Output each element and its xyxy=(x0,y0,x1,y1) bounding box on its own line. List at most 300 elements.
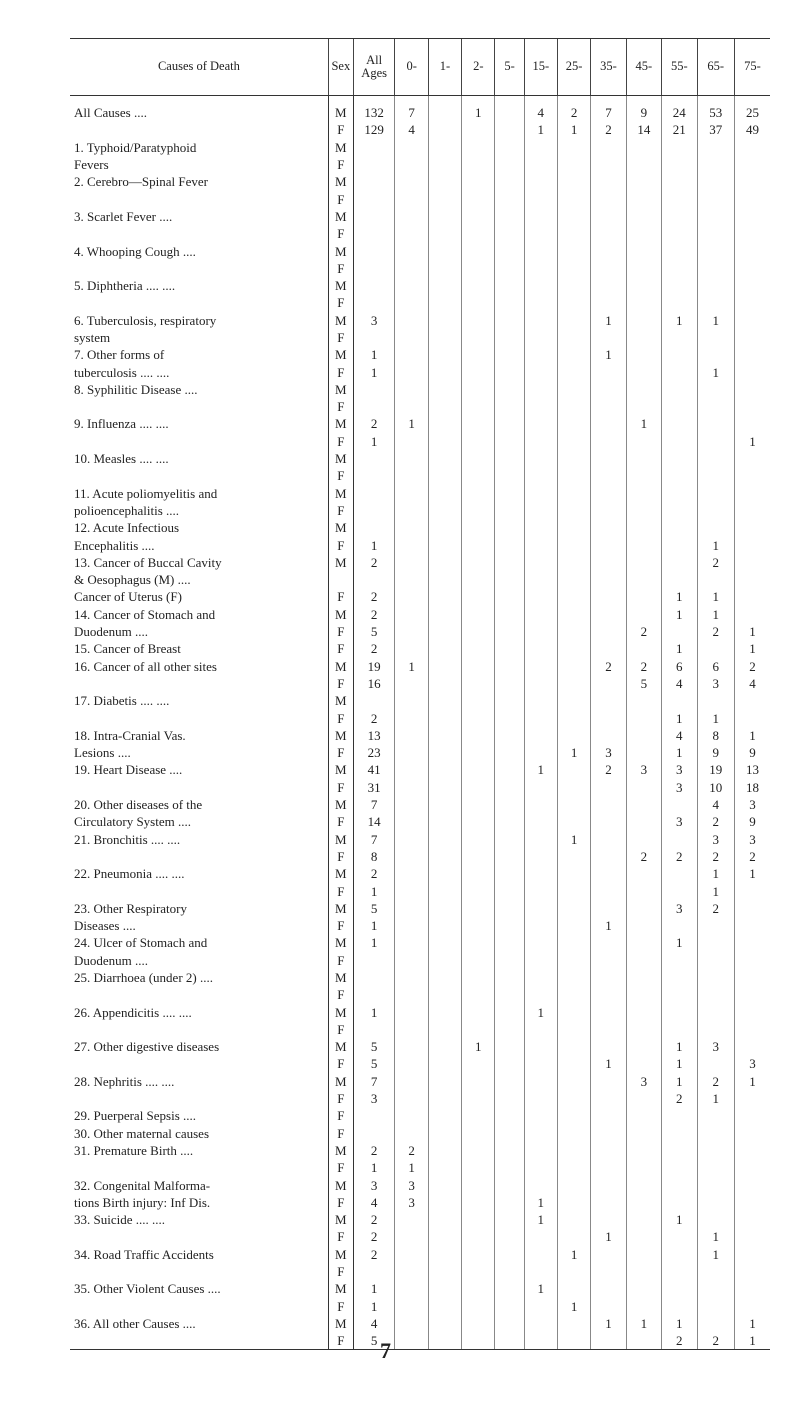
age-group-cell xyxy=(395,1003,428,1020)
age-group-cell xyxy=(495,709,524,726)
age-group-cell xyxy=(395,1315,428,1332)
age-group-cell xyxy=(495,450,524,467)
age-group-cell xyxy=(495,848,524,865)
age-group-cell xyxy=(626,519,661,536)
age-group-cell xyxy=(591,813,626,830)
age-group-cell xyxy=(495,277,524,294)
age-group-cell xyxy=(395,761,428,778)
age-group-cell xyxy=(395,173,428,190)
sex-cell: F xyxy=(328,779,353,796)
age-group-cell xyxy=(626,917,661,934)
age-group-cell xyxy=(735,294,771,311)
all-ages-cell: 2 xyxy=(353,709,395,726)
age-group-cell xyxy=(524,502,557,519)
age-group-cell xyxy=(557,934,590,951)
age-group-cell xyxy=(462,156,495,173)
sex-cell: M xyxy=(328,1176,353,1193)
age-group-cell xyxy=(395,830,428,847)
age-group-cell xyxy=(626,865,661,882)
all-ages-cell xyxy=(353,1021,395,1038)
age-group-cell: 2 xyxy=(662,1090,697,1107)
age-group-cell: 2 xyxy=(626,623,661,640)
age-group-cell: 2 xyxy=(662,848,697,865)
sex-cell: F xyxy=(328,467,353,484)
age-group-cell xyxy=(495,1003,524,1020)
age-group-cell xyxy=(591,986,626,1003)
all-ages-cell: 5 xyxy=(353,1332,395,1350)
age-group-cell xyxy=(626,346,661,363)
table-row xyxy=(70,433,770,450)
age-group-cell xyxy=(524,830,557,847)
age-group-cell xyxy=(626,1211,661,1228)
age-group-cell xyxy=(662,1228,697,1245)
all-ages-cell xyxy=(353,986,395,1003)
age-group-cell xyxy=(591,1176,626,1193)
age-group-cell: 1 xyxy=(557,1297,590,1314)
age-group-cell xyxy=(524,208,557,225)
age-group-cell: 1 xyxy=(462,1038,495,1055)
sex-cell: F xyxy=(328,1055,353,1072)
all-ages-cell: 2 xyxy=(353,415,395,432)
age-group-cell xyxy=(626,1332,661,1350)
age-group-cell xyxy=(395,640,428,657)
age-group-cell xyxy=(735,139,771,156)
sex-cell: M xyxy=(328,554,353,571)
age-group-cell xyxy=(626,173,661,190)
all-ages-cell xyxy=(353,952,395,969)
column-header-4: 1- xyxy=(428,39,461,96)
age-group-cell xyxy=(395,381,428,398)
table-row xyxy=(70,744,770,761)
age-group-cell xyxy=(626,1003,661,1020)
age-group-cell xyxy=(395,1297,428,1314)
all-ages-cell: 1 xyxy=(353,433,395,450)
table-row xyxy=(70,450,770,467)
age-group-cell xyxy=(735,1003,771,1020)
age-group-cell xyxy=(735,208,771,225)
age-group-cell xyxy=(557,536,590,553)
age-group-cell xyxy=(591,727,626,744)
age-group-cell xyxy=(428,502,461,519)
age-group-cell: 1 xyxy=(557,121,590,138)
sex-cell: F xyxy=(328,986,353,1003)
age-group-cell xyxy=(462,1159,495,1176)
age-group-cell xyxy=(697,1159,735,1176)
all-ages-cell: 14 xyxy=(353,813,395,830)
age-group-cell: 3 xyxy=(735,796,771,813)
age-group-cell xyxy=(591,606,626,623)
age-group-cell xyxy=(697,1107,735,1124)
table-row xyxy=(70,571,770,588)
table-row xyxy=(70,969,770,986)
age-group-cell xyxy=(662,1142,697,1159)
age-group-cell xyxy=(395,329,428,346)
table-row xyxy=(70,1003,770,1020)
age-group-cell xyxy=(495,1176,524,1193)
age-group-cell xyxy=(557,519,590,536)
age-group-cell xyxy=(495,1055,524,1072)
age-group-cell: 19 xyxy=(697,761,735,778)
cause-cell: All Causes .... xyxy=(74,105,147,121)
age-group-cell xyxy=(697,294,735,311)
age-group-cell xyxy=(462,433,495,450)
age-group-cell xyxy=(697,1142,735,1159)
age-group-cell xyxy=(495,1073,524,1090)
age-group-cell: 1 xyxy=(735,1073,771,1090)
age-group-cell xyxy=(626,260,661,277)
age-group-cell xyxy=(524,865,557,882)
age-group-cell xyxy=(395,1055,428,1072)
table-row xyxy=(70,675,770,692)
age-group-cell xyxy=(735,415,771,432)
age-group-cell xyxy=(697,952,735,969)
age-group-cell xyxy=(462,1297,495,1314)
age-group-cell xyxy=(495,260,524,277)
age-group-cell xyxy=(735,934,771,951)
age-group-cell: 1 xyxy=(697,536,735,553)
all-ages-cell: 1 xyxy=(353,882,395,899)
all-ages-cell xyxy=(353,398,395,415)
cause-cell: 4. Whooping Cough .... xyxy=(74,243,196,259)
age-group-cell xyxy=(524,485,557,502)
age-group-cell xyxy=(428,813,461,830)
age-group-cell xyxy=(735,398,771,415)
age-group-cell xyxy=(735,1246,771,1263)
age-group-cell xyxy=(557,1211,590,1228)
age-group-cell xyxy=(591,208,626,225)
age-group-cell xyxy=(557,346,590,363)
age-group-cell xyxy=(495,623,524,640)
age-group-cell xyxy=(395,917,428,934)
age-group-cell xyxy=(557,588,590,605)
age-group-cell xyxy=(557,312,590,329)
age-group-cell xyxy=(591,1021,626,1038)
age-group-cell xyxy=(626,1194,661,1211)
table-row xyxy=(70,917,770,934)
age-group-cell xyxy=(524,675,557,692)
age-group-cell xyxy=(428,692,461,709)
age-group-cell xyxy=(557,796,590,813)
age-group-cell xyxy=(428,986,461,1003)
age-group-cell xyxy=(591,1090,626,1107)
age-group-cell xyxy=(395,260,428,277)
age-group-cell xyxy=(697,173,735,190)
age-group-cell xyxy=(524,606,557,623)
age-group-cell xyxy=(524,398,557,415)
age-group-cell xyxy=(735,692,771,709)
age-group-cell xyxy=(626,796,661,813)
age-group-cell xyxy=(626,502,661,519)
table-row xyxy=(70,986,770,1003)
cause-cell: 14. Cancer of Stomach and xyxy=(74,606,216,622)
age-group-cell xyxy=(591,554,626,571)
age-group-cell xyxy=(495,96,524,122)
age-group-cell: 1 xyxy=(662,934,697,951)
age-group-cell: 4 xyxy=(524,96,557,122)
table-row xyxy=(70,1073,770,1090)
age-group-cell xyxy=(524,1297,557,1314)
age-group-cell xyxy=(626,433,661,450)
age-group-cell xyxy=(495,485,524,502)
age-group-cell xyxy=(462,900,495,917)
age-group-cell xyxy=(662,225,697,242)
age-group-cell xyxy=(428,381,461,398)
age-group-cell xyxy=(462,848,495,865)
age-group-cell: 10 xyxy=(697,779,735,796)
age-group-cell: 1 xyxy=(662,744,697,761)
age-group-cell: 6 xyxy=(697,658,735,675)
cause-cell xyxy=(70,294,328,311)
age-group-cell xyxy=(524,554,557,571)
age-group-cell xyxy=(495,139,524,156)
all-ages-cell: 2 xyxy=(353,606,395,623)
column-header-8: 25- xyxy=(557,39,590,96)
age-group-cell: 4 xyxy=(662,727,697,744)
age-group-cell xyxy=(662,969,697,986)
age-group-cell xyxy=(495,1125,524,1142)
age-group-cell xyxy=(626,190,661,207)
age-group-cell xyxy=(662,519,697,536)
age-group-cell: 1 xyxy=(735,640,771,657)
table-row xyxy=(70,208,770,225)
sex-cell: F xyxy=(328,121,353,138)
age-group-cell xyxy=(462,675,495,692)
all-ages-cell: 31 xyxy=(353,779,395,796)
column-header-3: 0- xyxy=(395,39,428,96)
age-group-cell: 1 xyxy=(662,640,697,657)
age-group-cell xyxy=(557,1315,590,1332)
age-group-cell xyxy=(395,139,428,156)
cause-cell: Fevers xyxy=(74,157,109,173)
age-group-cell xyxy=(495,986,524,1003)
age-group-cell xyxy=(626,1142,661,1159)
age-group-cell xyxy=(462,744,495,761)
age-group-cell xyxy=(428,1315,461,1332)
age-group-cell: 2 xyxy=(662,1332,697,1350)
all-ages-cell xyxy=(353,692,395,709)
age-group-cell xyxy=(662,329,697,346)
age-group-cell xyxy=(557,1176,590,1193)
sex-cell: M xyxy=(328,242,353,259)
sex-cell: F xyxy=(328,1332,353,1350)
age-group-cell xyxy=(557,554,590,571)
age-group-cell xyxy=(428,346,461,363)
sex-cell: M xyxy=(328,865,353,882)
age-group-cell xyxy=(524,433,557,450)
table-row xyxy=(70,536,770,553)
age-group-cell xyxy=(462,242,495,259)
age-group-cell xyxy=(662,208,697,225)
age-group-cell xyxy=(462,346,495,363)
age-group-cell xyxy=(462,415,495,432)
table-row xyxy=(70,779,770,796)
table-row xyxy=(70,467,770,484)
age-group-cell xyxy=(626,692,661,709)
age-group-cell xyxy=(495,1297,524,1314)
age-group-cell xyxy=(462,554,495,571)
age-group-cell xyxy=(428,779,461,796)
age-group-cell xyxy=(428,865,461,882)
age-group-cell: 3 xyxy=(662,779,697,796)
cause-cell: tuberculosis .... .... xyxy=(74,364,170,380)
table-row xyxy=(70,485,770,502)
age-group-cell: 1 xyxy=(735,1315,771,1332)
age-group-cell: 4 xyxy=(735,675,771,692)
age-group-cell xyxy=(495,692,524,709)
age-group-cell xyxy=(697,208,735,225)
age-group-cell xyxy=(462,813,495,830)
age-group-cell xyxy=(524,536,557,553)
age-group-cell xyxy=(428,398,461,415)
age-group-cell xyxy=(428,640,461,657)
age-group-cell xyxy=(395,485,428,502)
age-group-cell: 3 xyxy=(697,830,735,847)
all-ages-cell: 1 xyxy=(353,1159,395,1176)
table-row xyxy=(70,796,770,813)
sex-cell: M xyxy=(328,1211,353,1228)
age-group-cell xyxy=(557,640,590,657)
sex-cell: F xyxy=(328,640,353,657)
age-group-cell xyxy=(428,917,461,934)
cause-cell: tions Birth injury: Inf Dis. xyxy=(74,1194,211,1210)
age-group-cell xyxy=(524,450,557,467)
age-group-cell xyxy=(735,363,771,380)
age-group-cell xyxy=(591,709,626,726)
sex-cell: F xyxy=(328,917,353,934)
age-group-cell xyxy=(591,1125,626,1142)
age-group-cell xyxy=(557,208,590,225)
age-group-cell xyxy=(495,329,524,346)
age-group-cell xyxy=(557,173,590,190)
age-group-cell xyxy=(557,1228,590,1245)
age-group-cell: 1 xyxy=(662,1038,697,1055)
sex-cell: M xyxy=(328,277,353,294)
age-group-cell xyxy=(495,1263,524,1280)
age-group-cell xyxy=(495,779,524,796)
age-group-cell xyxy=(428,1176,461,1193)
age-group-cell xyxy=(428,952,461,969)
age-group-cell xyxy=(495,225,524,242)
table-row xyxy=(70,139,770,156)
age-group-cell xyxy=(697,450,735,467)
age-group-cell xyxy=(462,917,495,934)
age-group-cell xyxy=(662,242,697,259)
age-group-cell xyxy=(626,467,661,484)
age-group-cell xyxy=(524,1228,557,1245)
cause-cell: 28. Nephritis .... .... xyxy=(74,1073,175,1089)
age-group-cell xyxy=(557,882,590,899)
age-group-cell xyxy=(428,1003,461,1020)
age-group-cell: 2 xyxy=(395,1142,428,1159)
all-ages-cell xyxy=(353,381,395,398)
age-group-cell xyxy=(662,173,697,190)
table-row xyxy=(70,173,770,190)
cause-cell: 10. Measles .... .... xyxy=(74,451,169,467)
age-group-cell xyxy=(557,1263,590,1280)
age-group-cell: 1 xyxy=(662,1073,697,1090)
age-group-cell xyxy=(428,156,461,173)
age-group-cell xyxy=(462,692,495,709)
cause-cell xyxy=(70,709,328,726)
table-row xyxy=(70,658,770,675)
age-group-cell xyxy=(697,1055,735,1072)
age-group-cell xyxy=(662,260,697,277)
age-group-cell xyxy=(697,1280,735,1297)
age-group-cell xyxy=(495,1159,524,1176)
cause-cell: 25. Diarrhoea (under 2) .... xyxy=(74,969,213,985)
sex-cell: F xyxy=(328,190,353,207)
age-group-cell xyxy=(735,242,771,259)
age-group-cell xyxy=(626,1055,661,1072)
all-ages-cell xyxy=(353,1107,395,1124)
age-group-cell xyxy=(626,952,661,969)
age-group-cell: 1 xyxy=(735,727,771,744)
age-group-cell xyxy=(428,1021,461,1038)
age-group-cell xyxy=(662,277,697,294)
cause-cell: 22. Pneumonia .... .... xyxy=(74,866,185,882)
age-group-cell xyxy=(428,1194,461,1211)
age-group-cell xyxy=(428,744,461,761)
age-group-cell xyxy=(495,346,524,363)
age-group-cell xyxy=(626,1021,661,1038)
age-group-cell xyxy=(462,1246,495,1263)
age-group-cell: 21 xyxy=(662,121,697,138)
age-group-cell xyxy=(495,952,524,969)
age-group-cell: 9 xyxy=(697,744,735,761)
all-ages-cell: 1 xyxy=(353,934,395,951)
age-group-cell xyxy=(462,208,495,225)
age-group-cell xyxy=(495,121,524,138)
age-group-cell xyxy=(495,1021,524,1038)
age-group-cell: 37 xyxy=(697,121,735,138)
age-group-cell xyxy=(591,969,626,986)
age-group-cell xyxy=(428,242,461,259)
column-header-0: Causes of Death xyxy=(70,39,328,96)
age-group-cell xyxy=(524,986,557,1003)
age-group-cell xyxy=(462,485,495,502)
age-group-cell: 7 xyxy=(395,96,428,122)
sex-cell: M xyxy=(328,830,353,847)
age-group-cell xyxy=(591,1246,626,1263)
age-group-cell xyxy=(428,208,461,225)
age-group-cell xyxy=(524,1107,557,1124)
all-ages-cell xyxy=(353,294,395,311)
age-group-cell xyxy=(524,277,557,294)
age-group-cell xyxy=(662,190,697,207)
all-ages-cell xyxy=(353,139,395,156)
cause-cell: Diseases .... xyxy=(74,918,136,934)
age-group-cell xyxy=(495,1211,524,1228)
age-group-cell: 1 xyxy=(697,1246,735,1263)
age-group-cell xyxy=(626,450,661,467)
table-row xyxy=(70,1332,770,1350)
age-group-cell xyxy=(591,415,626,432)
age-group-cell xyxy=(495,1038,524,1055)
cause-cell: 29. Puerperal Sepsis .... xyxy=(74,1108,197,1124)
age-group-cell xyxy=(462,260,495,277)
all-ages-cell xyxy=(353,1263,395,1280)
column-header-13: 75- xyxy=(735,39,771,96)
age-group-cell xyxy=(495,934,524,951)
sex-cell: M xyxy=(328,934,353,951)
age-group-cell xyxy=(557,692,590,709)
age-group-cell xyxy=(495,502,524,519)
age-group-cell: 1 xyxy=(591,312,626,329)
age-group-cell xyxy=(524,363,557,380)
column-header-5: 2- xyxy=(462,39,495,96)
table-row xyxy=(70,277,770,294)
age-group-cell: 1 xyxy=(735,865,771,882)
